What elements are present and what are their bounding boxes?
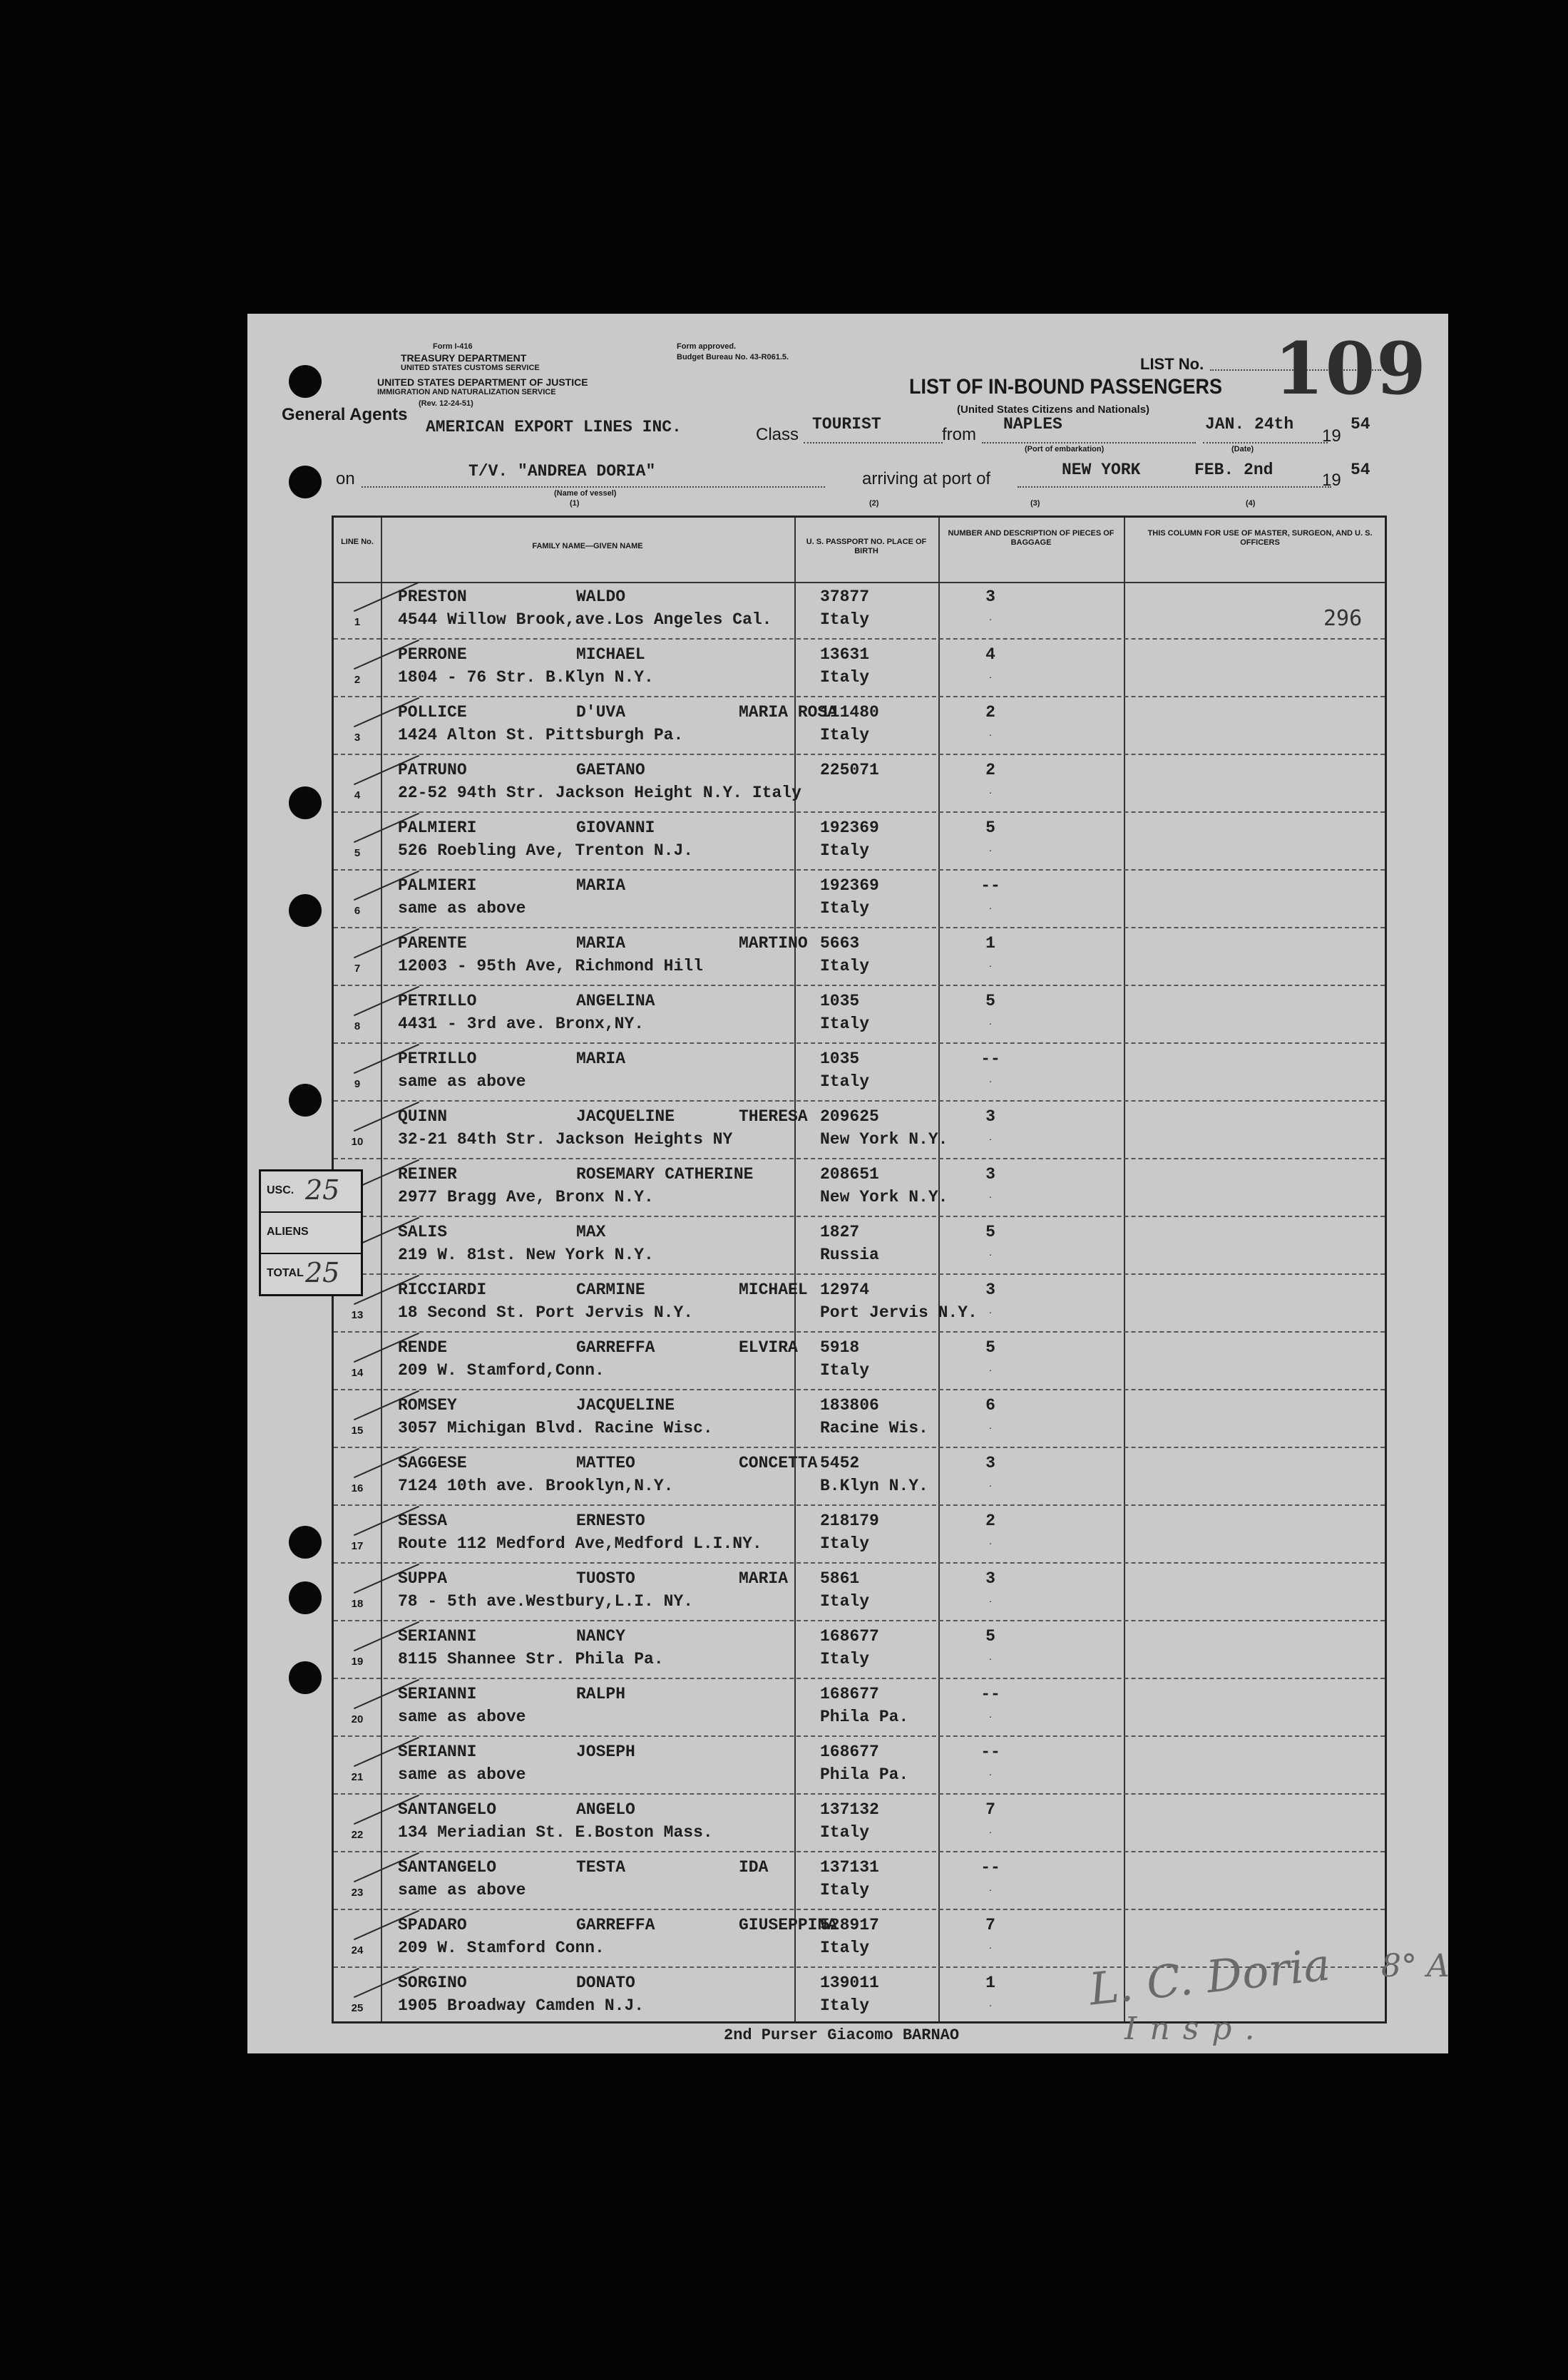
address: 219 W. 81st. New York N.Y. xyxy=(398,1246,654,1264)
baggage-count: 4 xyxy=(985,645,995,664)
baggage-count: 5 xyxy=(985,992,995,1010)
given-name: NANCY xyxy=(576,1627,626,1646)
tally-box xyxy=(259,1169,363,1296)
address: 1804 - 76 Str. B.Klyn N.Y. xyxy=(398,668,654,687)
form-number: Form I-416 xyxy=(433,342,473,351)
passport-number: 168677 xyxy=(820,1685,879,1703)
line-number: 23 xyxy=(351,1887,364,1899)
baggage-mark: · xyxy=(988,960,993,971)
family-name: ROMSEY xyxy=(398,1396,457,1415)
given-name-2: MICHAEL xyxy=(739,1281,808,1299)
given-name-2: MARTINO xyxy=(739,934,808,953)
baggage-mark: · xyxy=(988,1422,993,1433)
line-number: 9 xyxy=(354,1078,361,1090)
table-row xyxy=(334,1621,1385,1679)
caption-3: (3) xyxy=(1030,499,1040,508)
line-number: 20 xyxy=(351,1713,364,1725)
place-of-birth: Italy xyxy=(820,899,870,918)
passenger-table xyxy=(332,516,1387,2023)
class-value: TOURIST xyxy=(812,415,881,434)
address: 526 Roebling Ave, Trenton N.J. xyxy=(398,841,694,860)
baggage-mark: · xyxy=(988,1942,993,1953)
given-name: ERNESTO xyxy=(576,1512,645,1530)
given-name: GARREFFA xyxy=(576,1916,655,1934)
given-name: JACQUELINE xyxy=(576,1396,675,1415)
baggage-count: 5 xyxy=(985,1223,995,1241)
ins-service: IMMIGRATION AND NATURALIZATION SERVICE xyxy=(377,388,556,396)
passport-number: 13631 xyxy=(820,645,870,664)
arrival-port: NEW YORK xyxy=(1062,461,1141,479)
table-row xyxy=(334,1795,1385,1852)
depart-date: JAN. 24th xyxy=(1205,415,1294,434)
family-name: RICCIARDI xyxy=(398,1281,487,1299)
given-name: DONATO xyxy=(576,1974,635,1992)
place-of-birth: Italy xyxy=(820,1015,870,1033)
total-count: 25 xyxy=(305,1257,340,1288)
table-row xyxy=(334,1159,1385,1217)
port-caption: (Port of embarkation) xyxy=(1025,445,1105,453)
usc-label: USC. xyxy=(267,1184,294,1196)
vessel-caption: (Name of vessel) xyxy=(554,489,617,498)
punch-hole xyxy=(289,1526,322,1559)
baggage-count: -- xyxy=(980,1050,1000,1068)
table-row xyxy=(334,928,1385,986)
page-title: LIST OF IN-BOUND PASSENGERS xyxy=(909,375,1223,399)
passport-number: 168677 xyxy=(820,1743,879,1761)
address: 78 - 5th ave.Westbury,L.I. NY. xyxy=(398,1592,694,1611)
passport-number: 5663 xyxy=(820,934,860,953)
table-row xyxy=(334,986,1385,1044)
table-row xyxy=(334,1564,1385,1621)
given-name-2: MARIA xyxy=(739,1569,789,1588)
given-name: WALDO xyxy=(576,588,626,606)
given-name-2: IDA xyxy=(739,1858,769,1877)
passport-number: 192369 xyxy=(820,876,879,895)
place-of-birth: Racine Wis. xyxy=(820,1419,928,1437)
treasury-dept: TREASURY DEPARTMENT xyxy=(401,352,527,364)
col-passport: U. S. PASSPORT NO. PLACE OF BIRTH xyxy=(806,538,927,555)
line-number: 24 xyxy=(351,1944,364,1956)
baggage-mark: · xyxy=(988,1884,993,1895)
family-name: PATRUNO xyxy=(398,761,467,779)
year-prefix: 19 xyxy=(1322,426,1341,446)
place-of-birth: Phila Pa. xyxy=(820,1708,909,1726)
passport-number: 1035 xyxy=(820,1050,860,1068)
family-name: REINER xyxy=(398,1165,457,1184)
line-number: 2 xyxy=(354,674,361,686)
baggage-mark: · xyxy=(988,729,993,740)
family-name: QUINN xyxy=(398,1107,448,1126)
baggage-count: 2 xyxy=(985,1512,995,1530)
baggage-count: 5 xyxy=(985,1338,995,1357)
baggage-count: 3 xyxy=(985,588,995,606)
punch-hole xyxy=(289,894,322,927)
passport-number: 208651 xyxy=(820,1165,879,1184)
signature-title: Insp. xyxy=(1124,2011,1268,2047)
table-row xyxy=(334,1679,1385,1737)
punch-hole xyxy=(289,1581,322,1614)
tally-aliens xyxy=(261,1213,361,1254)
family-name: PALMIERI xyxy=(398,819,477,837)
table-row xyxy=(334,1448,1385,1506)
passport-number: 37877 xyxy=(820,588,870,606)
line-number: 6 xyxy=(354,905,361,917)
tally-total xyxy=(261,1254,361,1294)
passport-number: 137131 xyxy=(820,1858,879,1877)
col-line: LINE No. xyxy=(341,538,374,546)
arriving-label: arriving at port of xyxy=(862,469,991,488)
baggage-mark: · xyxy=(988,1826,993,1837)
given-name: MARIA xyxy=(576,934,626,953)
officer-note: 296 xyxy=(1323,606,1363,631)
passport-number: 528917 xyxy=(820,1916,879,1934)
col-baggage: NUMBER AND DESCRIPTION OF PIECES OF BAGGAGE xyxy=(948,529,1114,547)
family-name: PARENTE xyxy=(398,934,467,953)
family-name: PETRILLO xyxy=(398,1050,477,1068)
family-name: PRESTON xyxy=(398,588,467,606)
line-number: 25 xyxy=(351,2002,364,2014)
punch-hole xyxy=(289,365,322,398)
place-of-birth: Italy xyxy=(820,1361,870,1380)
passport-number: 139011 xyxy=(820,1974,879,1992)
given-name-2: CONCETTA xyxy=(739,1454,818,1472)
place-of-birth: Port Jervis N.Y. xyxy=(820,1303,978,1322)
baggage-mark: · xyxy=(988,1479,993,1491)
table-row xyxy=(334,1852,1385,1910)
address: 209 W. Stamford Conn. xyxy=(398,1939,605,1957)
given-name-2: ELVIRA xyxy=(739,1338,798,1357)
baggage-mark: · xyxy=(988,1999,993,2011)
place-of-birth: Phila Pa. xyxy=(820,1765,909,1784)
baggage-mark: · xyxy=(988,1017,993,1029)
given-name: GAETANO xyxy=(576,761,645,779)
baggage-mark: · xyxy=(988,1133,993,1144)
col-name: FAMILY NAME—GIVEN NAME xyxy=(532,542,643,550)
passport-number: 183806 xyxy=(820,1396,879,1415)
passport-number: 111480 xyxy=(820,703,879,722)
baggage-count: 3 xyxy=(985,1454,995,1472)
place-of-birth: B.Klyn N.Y. xyxy=(820,1477,928,1495)
table-row xyxy=(334,813,1385,871)
punch-hole xyxy=(289,786,322,819)
address: same as above xyxy=(398,1765,526,1784)
given-name: MARIA xyxy=(576,876,626,895)
from-port: NAPLES xyxy=(1003,415,1062,434)
justice-dept: UNITED STATES DEPARTMENT OF JUSTICE xyxy=(377,376,588,388)
table-row xyxy=(334,1506,1385,1564)
table-row xyxy=(334,871,1385,928)
purser-line: 2nd Purser Giacomo BARNAO xyxy=(724,2026,960,2044)
baggage-count: -- xyxy=(980,1743,1000,1761)
table-row xyxy=(334,697,1385,755)
class-label: Class xyxy=(756,425,799,444)
line-number: 10 xyxy=(351,1136,364,1148)
given-name: RALPH xyxy=(576,1685,626,1703)
general-agents-label: General Agents xyxy=(282,405,408,424)
from-label: from xyxy=(942,425,976,444)
baggage-mark: · xyxy=(988,1537,993,1549)
family-name: SALIS xyxy=(398,1223,448,1241)
place-of-birth: Italy xyxy=(820,668,870,687)
passport-number: 168677 xyxy=(820,1627,879,1646)
list-number: 109 xyxy=(1274,327,1428,411)
caption-2: (2) xyxy=(869,499,879,508)
family-name: PALMIERI xyxy=(398,876,477,895)
baggage-count: -- xyxy=(980,876,1000,895)
address: 32-21 84th Str. Jackson Heights NY xyxy=(398,1130,733,1149)
address: same as above xyxy=(398,1881,526,1899)
address: 4431 - 3rd ave. Bronx,NY. xyxy=(398,1015,645,1033)
line-number: 3 xyxy=(354,732,361,744)
usc-count: 25 xyxy=(305,1174,340,1206)
address: same as above xyxy=(398,899,526,918)
line-number: 14 xyxy=(351,1367,364,1379)
place-of-birth: Italy xyxy=(820,1534,870,1553)
passport-number: 1035 xyxy=(820,992,860,1010)
passport-number: 5861 xyxy=(820,1569,860,1588)
place-of-birth: Italy xyxy=(820,726,870,744)
baggage-count: 1 xyxy=(985,1974,995,1992)
place-of-birth: Italy xyxy=(820,1996,870,2015)
table-row xyxy=(334,1333,1385,1390)
family-name: POLLICE xyxy=(398,703,467,722)
baggage-count: 7 xyxy=(985,1800,995,1819)
table-row xyxy=(334,582,1385,640)
place-of-birth: Italy xyxy=(820,1592,870,1611)
family-name: SANTANGELO xyxy=(398,1800,497,1819)
line-number: 16 xyxy=(351,1482,364,1494)
aliens-label: ALIENS xyxy=(267,1226,309,1238)
line-number: 22 xyxy=(351,1829,364,1841)
given-name: MICHAEL xyxy=(576,645,645,664)
place-of-birth: New York N.Y. xyxy=(820,1188,948,1206)
table-row xyxy=(334,755,1385,813)
given-name: JOSEPH xyxy=(576,1743,635,1761)
baggage-mark: · xyxy=(988,1364,993,1375)
baggage-mark: · xyxy=(988,844,993,856)
arrival-year: 54 xyxy=(1351,461,1370,479)
page-subtitle: (United States Citizens and Nationals) xyxy=(957,404,1150,416)
family-name: SORGINO xyxy=(398,1974,467,1992)
place-of-birth: Italy xyxy=(820,1650,870,1668)
table-row xyxy=(334,1102,1385,1159)
family-name: PETRILLO xyxy=(398,992,477,1010)
family-name: SUPPA xyxy=(398,1569,448,1588)
baggage-count: 3 xyxy=(985,1107,995,1126)
baggage-mark: · xyxy=(988,1768,993,1780)
place-of-birth: Italy xyxy=(820,957,870,975)
place-of-birth: Italy xyxy=(820,841,870,860)
form-revision: (Rev. 12-24-51) xyxy=(419,399,473,408)
manifest-page xyxy=(247,314,1448,2053)
table-row xyxy=(334,1737,1385,1795)
address: same as above xyxy=(398,1072,526,1091)
address: 209 W. Stamford,Conn. xyxy=(398,1361,605,1380)
address: 18 Second St. Port Jervis N.Y. xyxy=(398,1303,694,1322)
given-name: MARIA xyxy=(576,1050,626,1068)
signature-note: 8° A xyxy=(1381,1948,1450,1984)
baggage-count: 1 xyxy=(985,934,995,953)
line-number: 4 xyxy=(354,789,361,801)
given-name: JACQUELINE xyxy=(576,1107,675,1126)
caption-1: (1) xyxy=(570,499,580,508)
line-number: 7 xyxy=(354,963,361,975)
baggage-mark: · xyxy=(988,1653,993,1664)
on-label: on xyxy=(336,469,355,488)
arrival-date: FEB. 2nd xyxy=(1194,461,1274,479)
line-number: 13 xyxy=(351,1309,364,1321)
line-number: 18 xyxy=(351,1598,364,1610)
address: 3057 Michigan Blvd. Racine Wisc. xyxy=(398,1419,713,1437)
punch-hole xyxy=(289,1661,322,1694)
given-name: MATTEO xyxy=(576,1454,635,1472)
baggage-mark: · xyxy=(988,1191,993,1202)
punch-hole xyxy=(289,466,322,498)
baggage-count: -- xyxy=(980,1858,1000,1877)
address: 8115 Shannee Str. Phila Pa. xyxy=(398,1650,664,1668)
given-name: GARREFFA xyxy=(576,1338,655,1357)
punch-hole xyxy=(289,1084,322,1117)
form-approved: Form approved. xyxy=(677,342,737,351)
given-name: CARMINE xyxy=(576,1281,645,1299)
passenger-rows xyxy=(334,582,1385,2026)
given-name-2: THERESA xyxy=(739,1107,808,1126)
place-of-birth: New York N.Y. xyxy=(820,1130,948,1149)
address: 134 Meriadian St. E.Boston Mass. xyxy=(398,1823,713,1842)
line-number: 8 xyxy=(354,1020,361,1032)
baggage-mark: · xyxy=(988,1306,993,1318)
col-officers: THIS COLUMN FOR USE OF MASTER, SURGEON, AND U. S. OFFICERS xyxy=(1147,529,1373,547)
line-number: 5 xyxy=(354,847,361,859)
line-number: 17 xyxy=(351,1540,364,1552)
line-number: 21 xyxy=(351,1771,364,1783)
family-name: SERIANNI xyxy=(398,1627,477,1646)
total-label: TOTAL xyxy=(267,1267,304,1279)
passport-number: 5918 xyxy=(820,1338,860,1357)
passport-number: 209625 xyxy=(820,1107,879,1126)
baggage-count: 5 xyxy=(985,1627,995,1646)
baggage-mark: · xyxy=(988,613,993,625)
baggage-count: 2 xyxy=(985,703,995,722)
given-name: MAX xyxy=(576,1223,606,1241)
table-header xyxy=(334,518,1385,583)
family-name: SERIANNI xyxy=(398,1685,477,1703)
baggage-count: -- xyxy=(980,1685,1000,1703)
budget-bureau: Budget Bureau No. 43-R061.5. xyxy=(677,353,789,361)
caption-4: (4) xyxy=(1246,499,1256,508)
place-of-birth: Italy xyxy=(820,610,870,629)
family-name: RENDE xyxy=(398,1338,448,1357)
baggage-mark: · xyxy=(988,1595,993,1606)
vessel-name: T/V. "ANDREA DORIA" xyxy=(468,462,656,481)
given-name: GIOVANNI xyxy=(576,819,655,837)
place-of-birth: Italy xyxy=(820,1881,870,1899)
passport-number: 192369 xyxy=(820,819,879,837)
address: 1424 Alton St. Pittsburgh Pa. xyxy=(398,726,684,744)
passport-number: 5452 xyxy=(820,1454,860,1472)
family-name: SPADARO xyxy=(398,1916,467,1934)
date-caption: (Date) xyxy=(1231,445,1254,453)
address: 22-52 94th Str. Jackson Height N.Y. Italy xyxy=(398,784,801,802)
table-row xyxy=(334,1217,1385,1275)
family-name: SESSA xyxy=(398,1512,448,1530)
address: Route 112 Medford Ave,Medford L.I.NY. xyxy=(398,1534,762,1553)
passport-number: 1827 xyxy=(820,1223,860,1241)
given-name: TUOSTO xyxy=(576,1569,635,1588)
passport-number: 218179 xyxy=(820,1512,879,1530)
table-row xyxy=(334,1275,1385,1333)
address: 2977 Bragg Ave, Bronx N.Y. xyxy=(398,1188,654,1206)
passport-number: 225071 xyxy=(820,761,879,779)
family-name: SERIANNI xyxy=(398,1743,477,1761)
family-name: SAGGESE xyxy=(398,1454,467,1472)
table-row xyxy=(334,1390,1385,1448)
baggage-count: 3 xyxy=(985,1165,995,1184)
baggage-count: 7 xyxy=(985,1916,995,1934)
baggage-mark: · xyxy=(988,786,993,798)
passport-number: 137132 xyxy=(820,1800,879,1819)
baggage-mark: · xyxy=(988,1710,993,1722)
given-name: ANGELINA xyxy=(576,992,655,1010)
line-number: 1 xyxy=(354,616,361,628)
baggage-count: 5 xyxy=(985,819,995,837)
address: 12003 - 95th Ave, Richmond Hill xyxy=(398,957,703,975)
given-name: ROSEMARY CATHERINE xyxy=(576,1165,754,1184)
place-of-birth: Italy xyxy=(820,1823,870,1842)
given-name: TESTA xyxy=(576,1858,626,1877)
baggage-mark: · xyxy=(988,671,993,682)
baggage-mark: · xyxy=(988,1075,993,1087)
line-number: 19 xyxy=(351,1656,364,1668)
table-row xyxy=(334,1044,1385,1102)
customs-service: UNITED STATES CUSTOMS SERVICE xyxy=(401,364,540,372)
given-name-2: MARIA ROSA xyxy=(739,703,838,722)
place-of-birth: Italy xyxy=(820,1939,870,1957)
line-number: 15 xyxy=(351,1425,364,1437)
family-name: SANTANGELO xyxy=(398,1858,497,1877)
passport-number: 12974 xyxy=(820,1281,870,1299)
tally-usc xyxy=(261,1171,361,1213)
general-agents: AMERICAN EXPORT LINES INC. xyxy=(426,418,682,436)
place-of-birth: Italy xyxy=(820,1072,870,1091)
address: 1905 Broadway Camden N.J. xyxy=(398,1996,645,2015)
baggage-count: 2 xyxy=(985,761,995,779)
given-name: D'UVA xyxy=(576,703,626,722)
year-prefix-2: 19 xyxy=(1322,471,1341,490)
given-name-2: GIUSEPPINA xyxy=(739,1916,838,1934)
address: 7124 10th ave. Brooklyn,N.Y. xyxy=(398,1477,674,1495)
family-name: PERRONE xyxy=(398,645,467,664)
list-number-label: LIST No. xyxy=(1140,355,1204,373)
depart-year: 54 xyxy=(1351,415,1370,434)
given-name: ANGELO xyxy=(576,1800,635,1819)
baggage-count: 3 xyxy=(985,1569,995,1588)
baggage-count: 6 xyxy=(985,1396,995,1415)
address: same as above xyxy=(398,1708,526,1726)
baggage-mark: · xyxy=(988,1248,993,1260)
inspector-signature: L. C. Doria xyxy=(1087,1938,1333,2016)
baggage-mark: · xyxy=(988,902,993,913)
address: 4544 Willow Brook,ave.Los Angeles Cal. xyxy=(398,610,772,629)
table-row xyxy=(334,640,1385,697)
place-of-birth: Russia xyxy=(820,1246,879,1264)
baggage-count: 3 xyxy=(985,1281,995,1299)
